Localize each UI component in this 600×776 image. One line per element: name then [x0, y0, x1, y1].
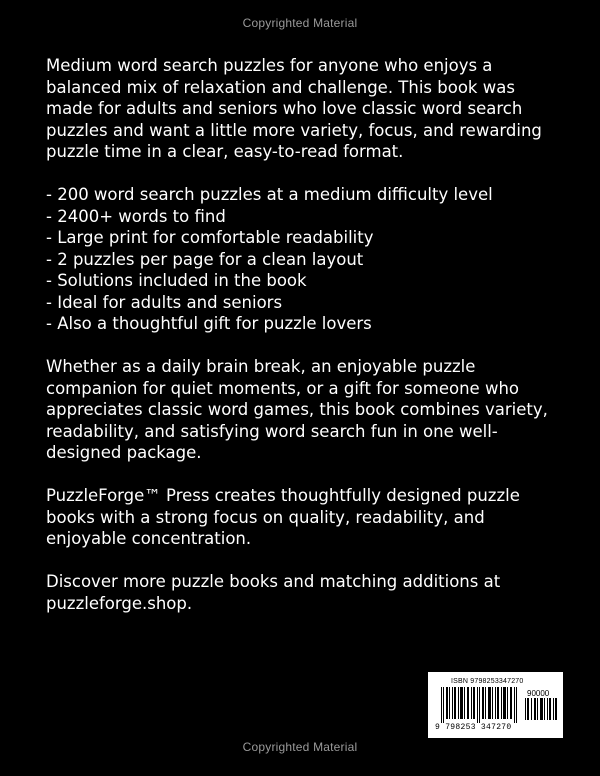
whether-paragraph: Whether as a daily brain break, an enjoyable puzzle companion for quiet moments, or a gift for someone who appreciates classic word games, this book combines variety, readability, and satisfying word search fun in one well-designed package.: [46, 357, 548, 462]
discover-paragraph: Discover more puzzle books and matching additions at puzzleforge.shop.: [46, 572, 501, 613]
barcode-bars-icon: [441, 687, 521, 723]
isbn-barcode: [428, 672, 563, 738]
publisher-paragraph: PuzzleForge™ Press creates thoughtfully designed puzzle books with a strong focus on quality, readability, and enjoyable concentration.: [46, 486, 520, 548]
intro-paragraph: Medium word search puzzles for anyone who enjoys a balanced mix of relaxation and challenge. This book was made for adults and seniors who love classic word search puzzles and want a little more variety, focus, and rewarding puzzle time in a clear, easy-to-read format.: [46, 56, 542, 161]
copyright-watermark-bottom: Copyrighted Material: [242, 740, 358, 754]
feature-item: - Also a thoughtful gift for puzzle lovers: [46, 314, 372, 333]
feature-item: - 2400+ words to find: [46, 206, 226, 226]
price-code: 90000: [527, 689, 550, 698]
feature-item: - Large print for comfortable readability: [46, 228, 374, 247]
feature-item: - Ideal for adults and seniors: [46, 292, 283, 312]
back-cover-text: [46, 55, 566, 636]
copyright-watermark-top: Copyrighted Material: [242, 16, 358, 30]
isbn-label: ISBN 9798253347270: [451, 678, 524, 685]
feature-list: [46, 184, 566, 335]
feature-item: - Solutions included in the book: [46, 271, 307, 290]
feature-item: - 200 word search puzzles at a medium difficulty level: [46, 185, 493, 204]
feature-item: - 2 puzzles per page for a clean layout: [46, 249, 364, 269]
price-barcode-bars-icon: [525, 698, 559, 720]
isbn-digits: 9 798253 347270: [435, 723, 512, 732]
